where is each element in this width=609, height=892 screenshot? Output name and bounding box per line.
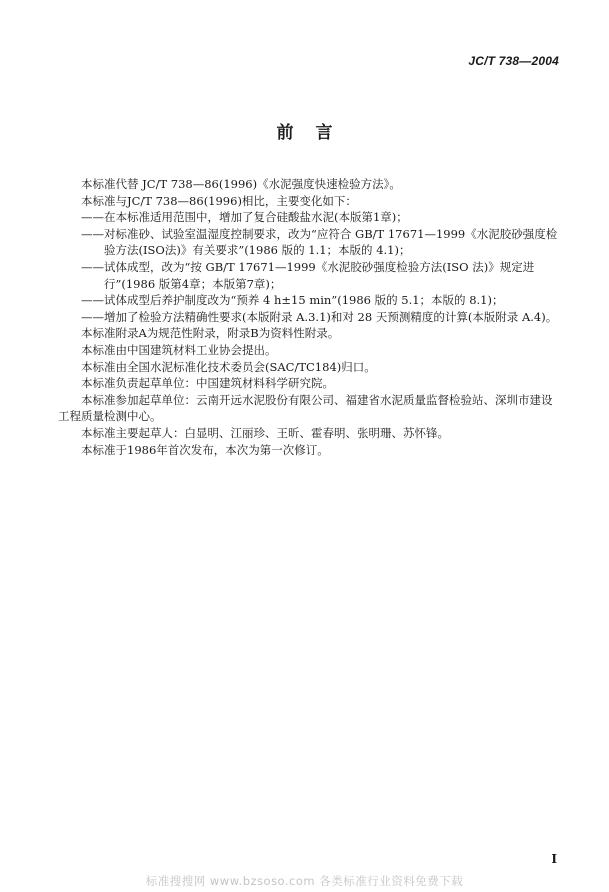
- foreword-body: [58, 176, 558, 458]
- foreword-paragraph: 本标准于1986年首次发布，本次为第一次修订。: [81, 442, 329, 457]
- foreword-paragraph: 本标准负责起草单位：中国建筑材料科学研究院。: [81, 376, 334, 391]
- change-list-item: ——试体成型后养护制度改为“预养 4 h±15 min”(1986 版的 5.1；本版的 8.1)；: [81, 293, 504, 308]
- change-list-item: ——对标准砂、试验室温湿度控制要求，改为“应符合 GB/T 17671—1999《水泥胶砂强度检验方法(ISO法)》有关要求”(1986 版的 1.1；本版的 4.1)；: [81, 226, 558, 258]
- standard-code: JC/T 738—2004: [468, 54, 559, 68]
- foreword-paragraph: 本标准代替 JC/T 738—86(1996)《水泥强度快速检验方法》。: [81, 177, 401, 191]
- foreword-paragraph: 本标准由中国建筑材料工业协会提出。: [81, 342, 277, 357]
- watermark-text: 标准搜搜网 www.bzsoso.com 各类标准行业资料免费下载: [145, 874, 464, 888]
- foreword-paragraph: 本标准与JC/T 738—86(1996)相比，主要变化如下：: [81, 193, 357, 208]
- page-title: 前言: [276, 123, 355, 143]
- foreword-paragraph: 本标准主要起草人：白显明、江丽珍、王昕、霍春明、张明珊、苏怀锋。: [81, 425, 449, 440]
- change-list-item: ——在本标准适用范围中，增加了复合硅酸盐水泥(本版第1章)；: [81, 210, 408, 225]
- change-list-item: ——试体成型，改为“按 GB/T 17671—1999《水泥胶砂强度检验方法(ISO 法)》规定进行”(1986 版第4章；本版第7章)；: [81, 259, 535, 291]
- foreword-paragraph: 本标准由全国水泥标准化技术委员会(SAC/TC184)归口。: [81, 359, 376, 374]
- foreword-paragraph: 本标准参加起草单位：云南开远水泥股份有限公司、福建省水泥质量监督检验站、深圳市建设工程质量检测中心。: [58, 392, 553, 424]
- page-number: I: [551, 852, 557, 866]
- foreword-paragraph: 本标准附录A为规范性附录，附录B为资料性附录。: [81, 326, 340, 341]
- change-list-item: ——增加了检验方法精确性要求(本版附录 A.3.1)和对 28 天预测精度的计算(本版附录 A.4)。: [81, 309, 558, 324]
